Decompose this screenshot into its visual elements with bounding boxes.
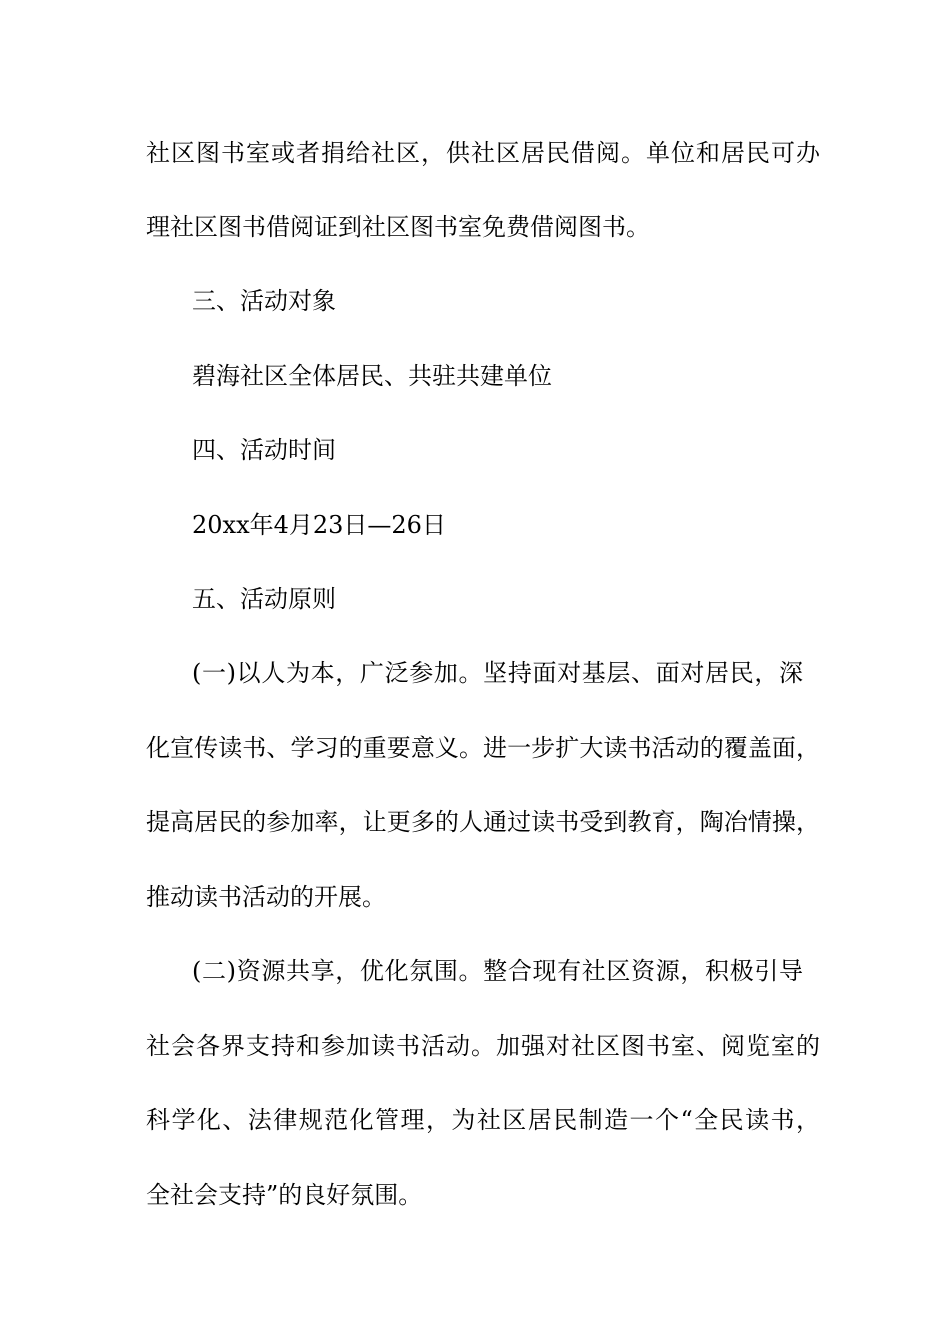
body-text-line: (二)资源共享，优化氛围。整合现有社区资源，积极引导 <box>192 957 803 985</box>
section-heading: 三、活动对象 <box>192 287 336 315</box>
body-text-line: 碧海社区全体居民、共驻共建单位 <box>192 362 552 390</box>
section-heading: 四、活动时间 <box>192 436 336 464</box>
body-text-line: 社会各界支持和参加读书活动。加强对社区图书室、阅览室的 <box>146 1032 820 1060</box>
body-text-line: 全社会支持”的良好氛围。 <box>146 1181 423 1209</box>
body-text-line: (一)以人为本，广泛参加。坚持面对基层、面对居民，深 <box>192 659 803 687</box>
section-heading: 五、活动原则 <box>192 585 336 613</box>
body-text-line: 推动读书活动的开展。 <box>146 883 386 911</box>
body-text-line: 20xx年4月23日—26日 <box>192 511 446 539</box>
body-text-line: 科学化、法律规范化管理，为社区居民制造一个“全民读书， <box>146 1106 820 1134</box>
body-text-line: 社区图书室或者捐给社区，供社区居民借阅。单位和居民可办 <box>146 139 820 167</box>
body-text-line: 化宣传读书、学习的重要意义。进一步扩大读书活动的覆盖面， <box>146 734 820 762</box>
body-text-line: 理社区图书借阅证到社区图书室免费借阅图书。 <box>146 213 650 241</box>
body-text-line: 提高居民的参加率，让更多的人通过读书受到教育，陶冶情操， <box>146 808 820 836</box>
